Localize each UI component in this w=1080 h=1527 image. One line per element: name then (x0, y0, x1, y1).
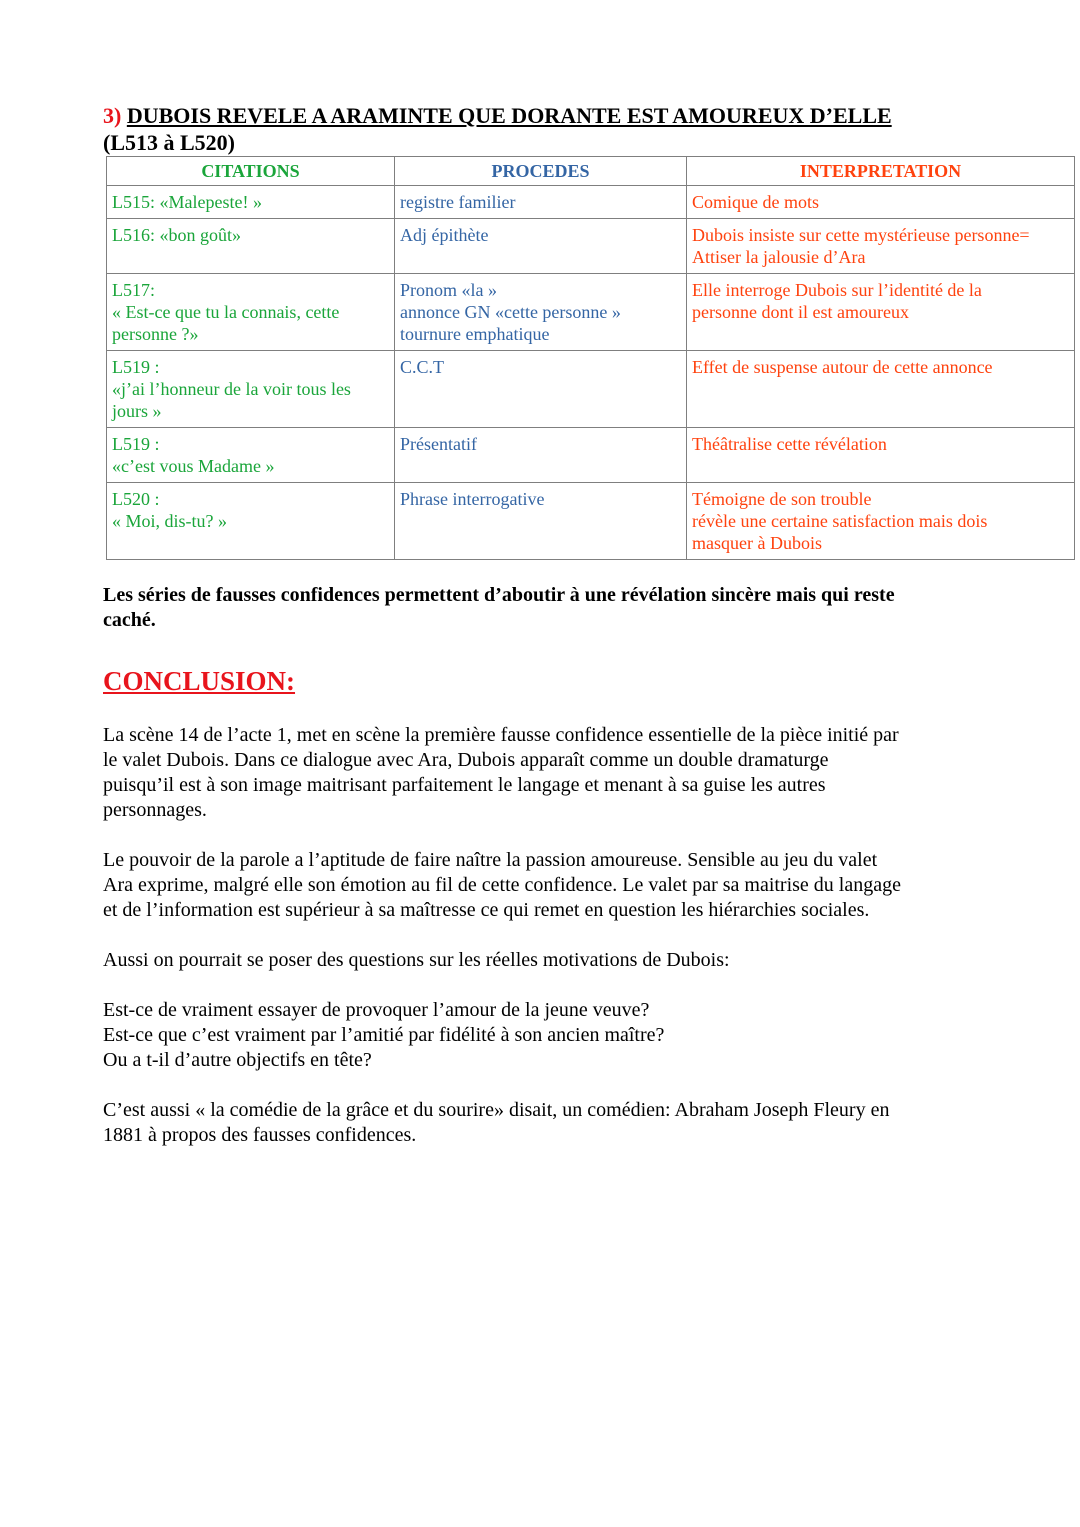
paragraph-line: Est-ce de vraiment essayer de provoquer l’amour de la jeune veuve? (103, 999, 650, 1021)
paragraph-line: puisqu’il est à son image maitrisant parfaitement le langage et menant à sa guise les autres (103, 774, 826, 796)
interpretation-line: Effet de suspense autour de cette annonce (692, 357, 993, 377)
section-heading: DUBOIS REVELE A ARAMINTE QUE DORANTE EST AMOUREUX D’ELLE (126, 103, 892, 128)
interpretation-cell (687, 186, 1075, 219)
header-interpretation: INTERPRETATION (687, 157, 1075, 186)
paragraph-line: Ou a t-il d’autre objectifs en tête? (103, 1049, 372, 1071)
procede-line: registre familier (400, 192, 516, 212)
citation-cell (107, 428, 395, 483)
procede-cell (395, 186, 687, 219)
citation-cell (107, 274, 395, 351)
analysis-table (106, 156, 1075, 560)
interpretation-cell (687, 219, 1075, 274)
citation-cell (107, 186, 395, 219)
citation-line: personne ?» (112, 324, 199, 344)
citation-line: L517: (112, 280, 155, 300)
section-subheading: (L513 à L520) (103, 130, 235, 155)
conclusion-paragraph (103, 848, 1078, 923)
procede-line: Présentatif (400, 434, 477, 454)
citation-line: «j’ai l’honneur de la voir tous les (112, 379, 351, 399)
citation-line: L520 : (112, 489, 160, 509)
table-header-row (107, 157, 1075, 186)
citation-line: L516: «bon goût» (112, 225, 241, 245)
paragraph-line: La scène 14 de l’acte 1, met en scène la première fausse confidence essentielle de la pièce initié par (103, 724, 899, 746)
conclusion-paragraph (103, 1098, 1078, 1148)
citation-cell (107, 351, 395, 428)
header-procedes: PROCEDES (395, 157, 687, 186)
interpretation-cell (687, 274, 1075, 351)
paragraph-line: le valet Dubois. Dans ce dialogue avec Ara, Dubois apparaît comme un double dramaturge (103, 749, 829, 771)
interpretation-line: Elle interroge Dubois sur l’identité de la (692, 280, 982, 300)
citation-line: L519 : (112, 357, 160, 377)
procede-cell (395, 219, 687, 274)
conclusion-paragraph (103, 723, 1078, 823)
paragraph-line: Le pouvoir de la parole a l’aptitude de faire naître la passion amoureuse. Sensible au jeu du valet (103, 849, 878, 871)
procede-line: annonce GN «cette personne » (400, 302, 621, 322)
citation-line: «c’est vous Madame » (112, 456, 275, 476)
interpretation-cell (687, 483, 1075, 560)
paragraph-line: 1881 à propos des fausses confidences. (103, 1124, 417, 1146)
procede-line: Pronom «la » (400, 280, 497, 300)
table-row (107, 186, 1075, 219)
interpretation-cell (687, 428, 1075, 483)
procede-cell (395, 351, 687, 428)
citation-cell (107, 483, 395, 560)
procede-line: C.C.T (400, 357, 445, 377)
table-row (107, 219, 1075, 274)
procede-cell (395, 483, 687, 560)
citation-cell (107, 219, 395, 274)
conclusion-paragraph (103, 998, 1078, 1073)
procede-line: Adj épithète (400, 225, 489, 245)
summary-line: caché. (103, 609, 156, 631)
interpretation-line: personne dont il est amoureux (692, 302, 909, 322)
table-row (107, 351, 1075, 428)
section-title (103, 102, 1078, 129)
interpretation-line: Comique de mots (692, 192, 819, 212)
interpretation-line: masquer à Dubois (692, 533, 822, 553)
interpretation-line: Dubois insiste sur cette mystérieuse personne= (692, 225, 1030, 245)
paragraph-line: personnages. (103, 799, 207, 821)
paragraph-line: C’est aussi « la comédie de la grâce et du sourire» disait, un comédien: Abraham Joseph Fleury en (103, 1099, 890, 1121)
citation-line: L515: «Malepeste! » (112, 192, 262, 212)
citation-line: « Est-ce que tu la connais, cette (112, 302, 340, 322)
table-row (107, 483, 1075, 560)
interpretation-line: Attiser la jalousie d’Ara (692, 247, 866, 267)
citation-line: « Moi, dis-tu? » (112, 511, 227, 531)
interpretation-line: Témoigne de son trouble (692, 489, 872, 509)
paragraph-line: Est-ce que c’est vraiment par l’amitié par fidélité à son ancien maître? (103, 1024, 665, 1046)
summary-line: Les séries de fausses confidences permettent d’aboutir à une révélation sincère mais qui reste (103, 584, 895, 606)
interpretation-line: révèle une certaine satisfaction mais dois (692, 511, 988, 531)
conclusion-title: CONCLUSION: (103, 666, 296, 696)
interpretation-cell (687, 351, 1075, 428)
procede-cell (395, 274, 687, 351)
procede-cell (395, 428, 687, 483)
header-citations: CITATIONS (107, 157, 395, 186)
citation-line: L519 : (112, 434, 160, 454)
paragraph-line: et de l’information est supérieur à sa maîtresse ce qui remet en question les hiérarchies sociales. (103, 899, 870, 921)
paragraph-line: Ara exprime, malgré elle son émotion au fil de cette confidence. Le valet par sa maitrise du langage (103, 874, 901, 896)
conclusion-paragraph (103, 948, 1078, 973)
table-row (107, 274, 1075, 351)
table-row (107, 428, 1075, 483)
interpretation-line: Théâtralise cette révélation (692, 434, 887, 454)
paragraph-line: Aussi on pourrait se poser des questions sur les réelles motivations de Dubois: (103, 949, 730, 971)
citation-line: jours » (112, 401, 162, 421)
procede-line: tournure emphatique (400, 324, 550, 344)
section-number: 3) (103, 103, 122, 128)
summary-paragraph (103, 583, 1078, 633)
document-page (103, 102, 1078, 1148)
procede-line: Phrase interrogative (400, 489, 545, 509)
